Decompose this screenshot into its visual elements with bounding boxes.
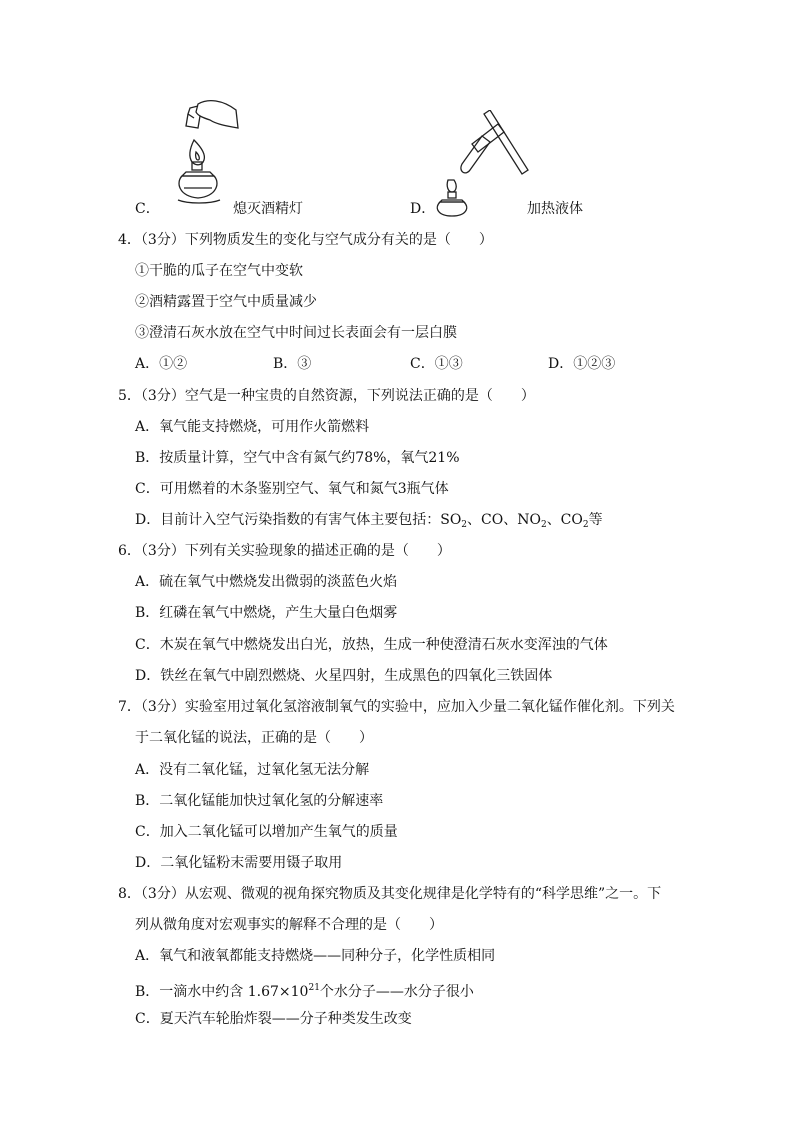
question-7-stem [118,697,675,717]
question-text: 实验室用过氧化氢溶液制氧气的实验中，应加入少量二氧化锰作催化剂。下列关 [184,699,675,715]
option-c-caption: 熄灭酒精灯 [233,201,303,217]
question-4-option-a: A．①② [135,356,188,372]
question-8-stem-continued: 列从微角度对宏观事实的解释不合理的是（ ） [135,917,443,933]
question-text: 空气是一种宝贵的自然资源，下列说法正确的是（ ） [184,388,535,404]
question-6-option-b: B．红磷在氧气中燃烧，产生大量白色烟雾 [135,605,398,621]
question-5-option-a: A．氧气能支持燃烧，可用作火箭燃料 [135,419,370,435]
question-7-option-a: A．没有二氧化锰，过氧化氢无法分解 [135,762,370,778]
option-d-label: D． [410,201,436,217]
question-7-option-d: D．二氧化锰粉末需要用镊子取用 [135,855,343,871]
heating-liquid-figure [432,110,532,220]
question-4-option-c: C．①③ [410,356,463,372]
question-text: 下列有关实验现象的描述正确的是（ ） [184,543,451,559]
question-score: （3分） [140,543,185,559]
option-text: 等 [588,512,603,528]
question-6-option-d: D．铁丝在氧气中剧烈燃烧、火星四射，生成黑色的四氧化三铁固体 [135,668,553,684]
question-number: 8． [118,886,141,902]
question-6-option-c: C．木炭在氧气中燃烧发出白光，放热，生成一种使澄清石灰水变浑浊的气体 [135,637,608,653]
superscript: 21 [308,983,320,993]
question-7-option-b: B．二氧化锰能加快过氧化氢的分解速率 [135,793,384,809]
question-4-item-1: ①干脆的瓜子在空气中变软 [135,263,303,279]
question-score: （3分） [140,232,185,248]
question-6-option-a: A．硫在氧气中燃烧发出微弱的淡蓝色火焰 [135,574,398,590]
question-5-option-b: B．按质量计算，空气中含有氮气约78%，氧气21% [135,450,460,466]
option-text: 、CO、NO [467,512,541,528]
question-4-item-2: ②酒精露置于空气中质量减少 [135,294,317,310]
question-number: 5． [118,388,141,404]
question-6-stem [118,541,451,561]
option-text: D．目前计入空气污染指数的有害气体主要包括：SO [135,512,462,528]
option-text: B．一滴水中约含 1.67×10 [135,984,309,1000]
question-8-stem [118,884,661,904]
question-8-option-c: C．夏天汽车轮胎炸裂——分子种类发生改变 [135,1011,412,1027]
question-4-item-3: ③澄清石灰水放在空气中时间过长表面会有一层白膜 [135,325,457,341]
option-c-label: C． [135,201,160,217]
subscript: 2 [540,520,547,530]
question-7-stem-continued: 于二氧化锰的说法，正确的是（ ） [135,730,373,746]
question-number: 6． [118,543,141,559]
question-score: （3分） [140,886,185,902]
subscript: 2 [582,520,589,530]
alcohol-lamp-extinguish-figure [168,96,258,216]
option-text: 、CO [546,512,583,528]
question-4-option-b: B．③ [273,356,312,372]
question-7-option-c: C．加入二氧化锰可以增加产生氧气的质量 [135,824,398,840]
option-text: 个水分子——水分子很小 [319,984,474,1000]
question-8-option-a: A．氧气和液氧都能支持燃烧——同种分子，化学性质相同 [135,948,496,964]
question-5-stem [118,386,535,406]
question-5-option-c: C．可用燃着的木条鉴别空气、氧气和氮气3瓶气体 [135,481,449,497]
question-5-option-d [135,510,603,535]
question-number: 7． [118,699,141,715]
question-text: 从宏观、微观的视角探究物质及其变化规律是化学特有的“科学思维”之一。下 [184,886,662,902]
option-d-caption: 加热液体 [527,201,583,217]
question-number: 4． [118,232,141,248]
question-score: （3分） [140,699,185,715]
question-score: （3分） [140,388,185,404]
subscript: 2 [461,520,468,530]
question-4-option-d: D．①②③ [548,356,616,372]
question-8-option-b [135,978,474,1002]
question-4-stem [118,230,493,250]
question-text: 下列物质发生的变化与空气成分有关的是（ ） [184,232,493,248]
